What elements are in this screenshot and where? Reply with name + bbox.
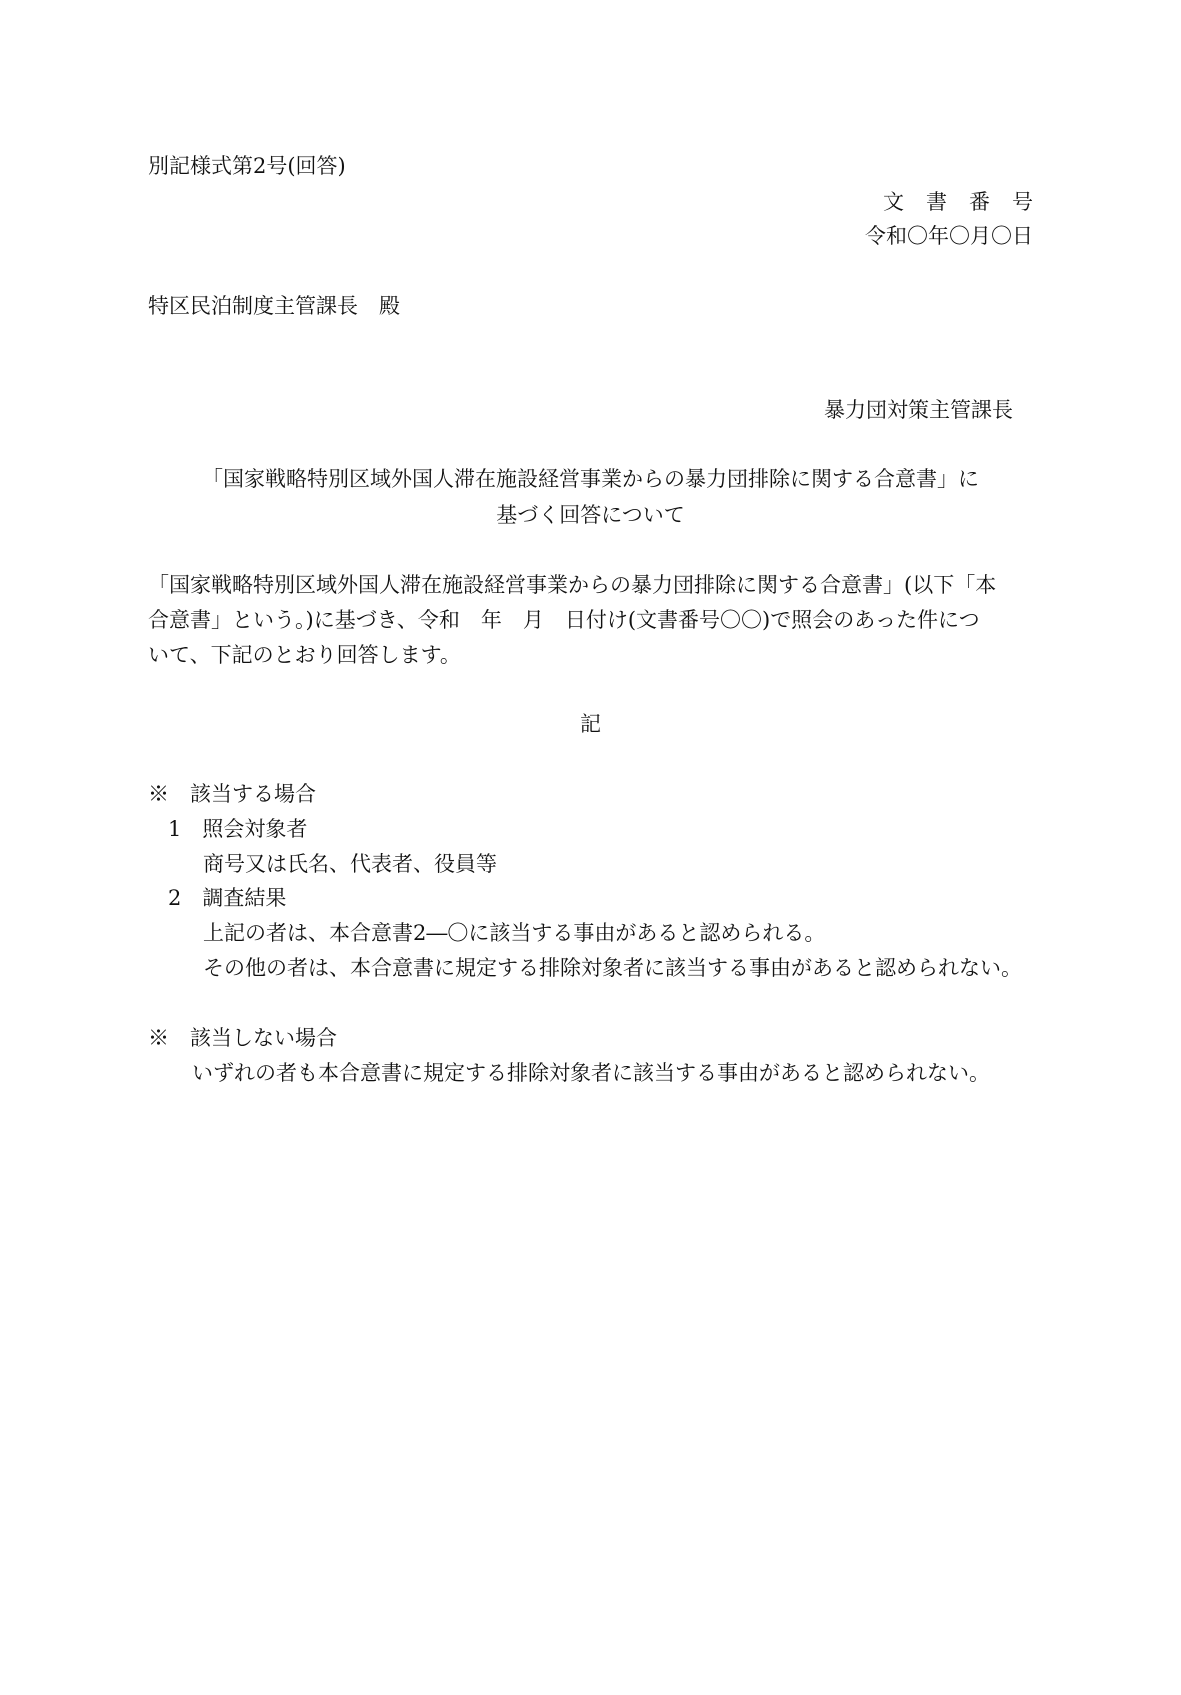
- item2-heading: 2 調査結果: [168, 886, 287, 910]
- body-line-3: いて、下記のとおり回答します。: [148, 643, 461, 667]
- title-line-1: 「国家戦略特別区域外国人滞在施設経営事業からの暴力団排除に関する合意書」に: [202, 467, 979, 491]
- form-label: 別記様式第2号(回答): [148, 154, 346, 178]
- case-applicable-heading: ※ 該当する場合: [148, 782, 316, 806]
- item1-heading: 1 照会対象者: [168, 817, 308, 841]
- title-line-2: 基づく回答について: [496, 503, 685, 527]
- case-not-applicable-heading: ※ 該当しない場合: [148, 1026, 337, 1050]
- sender: 暴力団対策主管課長: [824, 398, 1013, 422]
- document-number: 文書番号: [883, 190, 1055, 214]
- ki-heading: 記: [580, 712, 601, 736]
- document-date: 令和〇年〇月〇日: [865, 224, 1033, 248]
- body-line-1: 「国家戦略特別区域外国人滞在施設経営事業からの暴力団排除に関する合意書」(以下「本: [148, 573, 997, 597]
- item1-body: 商号又は氏名、代表者、役員等: [203, 852, 497, 876]
- body-line-2: 合意書」という。)に基づき、令和 年 月 日付け(文書番号〇〇)で照会のあった件につ: [148, 608, 980, 632]
- item2-body-1: 上記の者は、本合意書2―〇に該当する事由があると認められる。: [203, 921, 826, 945]
- item2-body-2: その他の者は、本合意書に規定する排除対象者に該当する事由があると認められない。: [203, 956, 1022, 980]
- case-not-applicable-body: いずれの者も本合意書に規定する排除対象者に該当する事由があると認められない。: [192, 1061, 990, 1085]
- addressee: 特区民泊制度主管課長 殿: [148, 294, 400, 318]
